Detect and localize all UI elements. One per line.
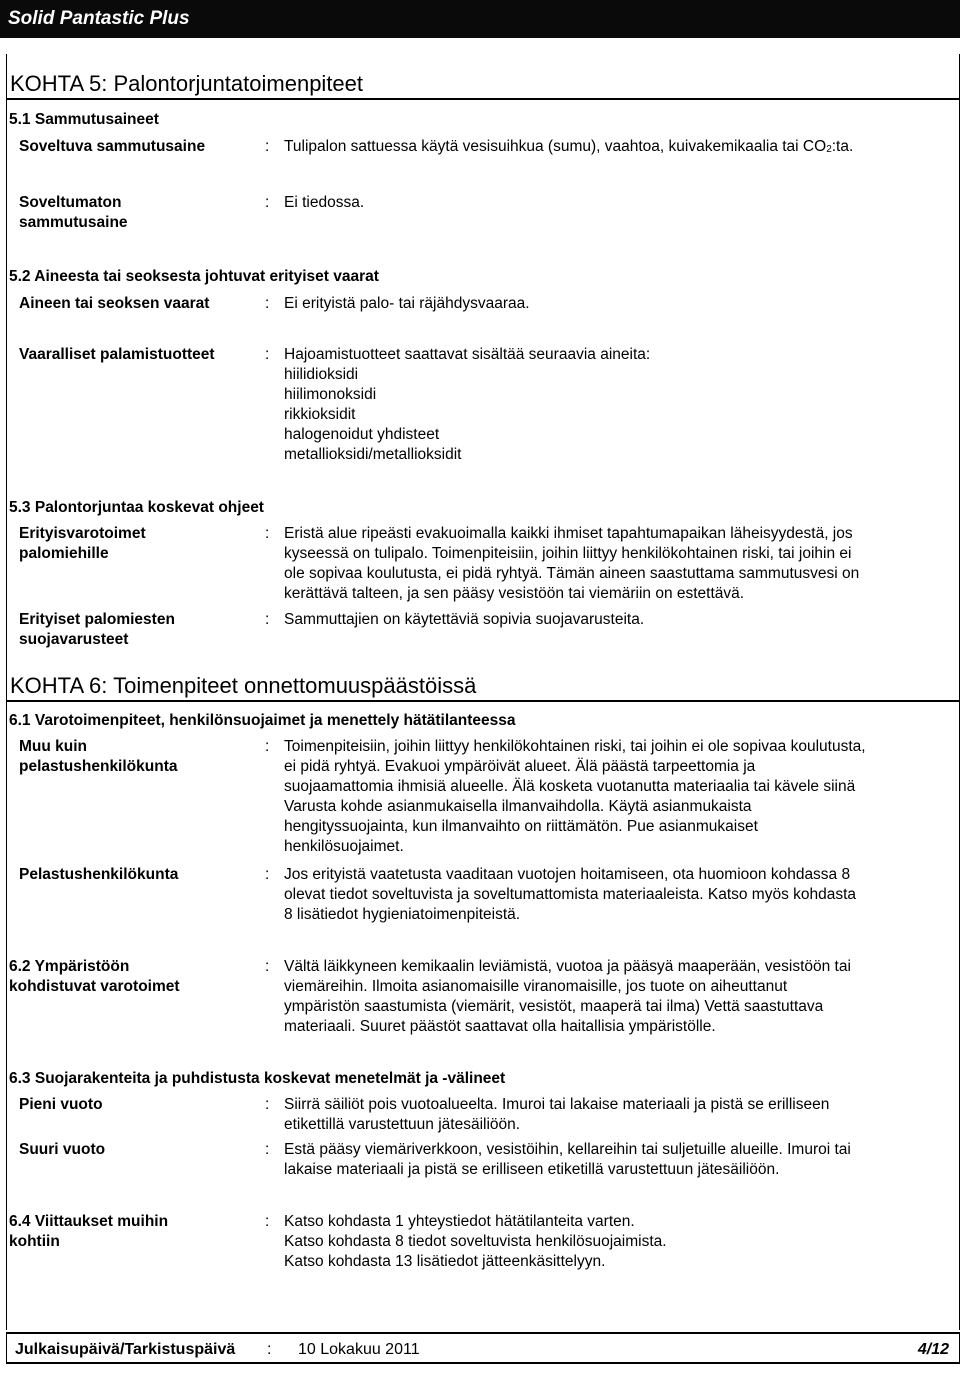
subsection-5-2-title: 5.2 Aineesta tai seoksesta johtuvat erityiset vaarat bbox=[9, 268, 379, 285]
combustion-products-label: Vaaralliset palamistuotteet bbox=[19, 346, 215, 363]
colon: : bbox=[265, 138, 270, 155]
references-value: Katso kohdasta 1 yhteystiedot hätätilanteita varten. Katso kohdasta 8 tiedot soveltuvista henkilösuojaimista. Katso kohdasta 13 lisätiedot jätteenkäsittelyyn. bbox=[284, 1213, 667, 1270]
colon: : bbox=[265, 866, 270, 883]
environmental-precautions-label: 6.2 Ympäristöön kohdistuvat varotoimet bbox=[9, 958, 180, 995]
firefighter-equipment-label: Erityiset palomiesten suojavarusteet bbox=[19, 611, 175, 648]
issue-date-value: 10 Lokakuu 2011 bbox=[298, 1341, 420, 1358]
suitable-media-value: Tulipalon sattuessa käytä vesisuihkua (sumu), vaahtoa, kuivakemikaalia tai CO2:ta. bbox=[284, 138, 854, 155]
colon: : bbox=[265, 958, 270, 975]
specific-hazards-value: Ei erityistä palo- tai räjähdysvaaraa. bbox=[284, 295, 530, 312]
references-label: 6.4 Viittaukset muihin kohtiin bbox=[9, 1213, 169, 1250]
large-spill-value: Estä pääsy viemäriverkkoon, vesistöihin, kellareihin tai suljetuille alueille. Imuroi tai lakaise materiaali ja pistä se erilliseen etiketillä varustettuun jätesäiliöön. bbox=[284, 1141, 851, 1178]
firefighter-precautions-label: Erityisvarotoimet palomiehille bbox=[19, 525, 146, 562]
small-spill-label: Pieni vuoto bbox=[19, 1096, 103, 1113]
subsection-5-3-title: 5.3 Palontorjuntaa koskevat ohjeet bbox=[9, 499, 264, 516]
section-5-title: KOHTA 5: Palontorjuntatoimenpiteet bbox=[6, 70, 960, 100]
colon: : bbox=[265, 525, 270, 542]
non-emergency-personnel-value: Toimenpiteisiin, joihin liittyy henkilökohtainen riski, tai joihin ei ole sopivaa koulutusta, ei pidä ryhtyä. Evakuoi ympäröivät alueet. Älä päästä tarpeettomia ja suojaamattomia ihmisiä alueelle. Älä kosketa vuotanutta materiaalia tai kävele siinä Varusta kohde asianmukaisella ilmanvaihdolla. Käytä asianmukaista hengityssuojainta, kun ilmanvaihto on riittämätön. Pue asianmukaiset henkilösuojaimet. bbox=[284, 738, 866, 855]
large-spill-label: Suuri vuoto bbox=[19, 1141, 106, 1158]
document-footer bbox=[6, 1332, 960, 1364]
colon: : bbox=[265, 611, 270, 628]
colon: : bbox=[265, 738, 270, 755]
environmental-precautions-value: Vältä läikkyneen kemikaalin leviämistä, vuotoa ja pääsyä maaperään, vesistöön tai viemäreihin. Ilmoita asianomaisille viranomaisille, jos tuote on aiheuttanut ympäristön saastumista (viemärit, vesistöt, maaperä tai ilma) Vettä saastuttava materiaali. Suuret päästöt saattavat olla haitallisia ympäristölle. bbox=[284, 958, 851, 1035]
colon: : bbox=[265, 346, 270, 363]
colon: : bbox=[267, 1341, 272, 1358]
subsection-6-3-title: 6.3 Suojarakenteita ja puhdistusta koskevat menetelmät ja -välineet bbox=[9, 1070, 506, 1087]
colon: : bbox=[265, 194, 270, 211]
combustion-products-value: Hajoamistuotteet saattavat sisältää seuraavia aineita: hiilidioksidi hiilimonoksidi rikkioksidit halogenoidut yhdisteet metallioksidi/metallioksidit bbox=[284, 346, 651, 463]
product-name: Solid Pantastic Plus bbox=[8, 8, 190, 29]
suitable-media-label: Soveltuva sammutusaine bbox=[19, 138, 206, 155]
small-spill-value: Siirrä säiliöt pois vuotoalueelta. Imuroi tai lakaise materiaali ja pistä se erilliseen etikettillä varustettuun jätesäiliöön. bbox=[284, 1096, 830, 1133]
subsection-5-1-title: 5.1 Sammutusaineet bbox=[9, 111, 159, 128]
firefighter-equipment-value: Sammuttajien on käytettäviä sopivia suojavarusteita. bbox=[284, 611, 645, 628]
firefighter-precautions-value: Eristä alue ripeästi evakuoimalla kaikki ihmiset tapahtumapaikan läheisyydestä, jos kyseessä on tulipalo. Toimenpiteisiin, joihin liittyy henkilökohtainen riski, tai joihin ei ole sopivaa koulutusta, ei pidä ryhtyä. Tämän aineen saastuttama sammutusvesi on kerättävä talteen, ja sen pääsy vesistöön tai viemäriin on estettävä. bbox=[284, 525, 860, 602]
section-6-title: KOHTA 6: Toimenpiteet onnettomuuspäästöissä bbox=[6, 672, 960, 702]
emergency-responders-label: Pelastushenkilökunta bbox=[19, 866, 179, 883]
colon: : bbox=[265, 1096, 270, 1113]
unsuitable-media-label: Soveltumaton sammutusaine bbox=[19, 194, 128, 231]
colon: : bbox=[265, 1213, 270, 1230]
non-emergency-personnel-label: Muu kuin pelastushenkilökunta bbox=[19, 738, 178, 775]
issue-date-label: Julkaisupäivä/Tarkistuspäivä bbox=[15, 1341, 236, 1358]
unsuitable-media-value: Ei tiedossa. bbox=[284, 194, 365, 211]
subsection-6-1-title: 6.1 Varotoimenpiteet, henkilönsuojaimet ja menettely hätätilanteessa bbox=[9, 712, 516, 729]
emergency-responders-value: Jos erityistä vaatetusta vaaditaan vuotojen hoitamiseen, ota huomioon kohdassa 8 olevat tiedot soveltuvista ja soveltumattomista materiaaleista. Katso myös kohdasta 8 lisätiedot hygieniatoimenpiteistä. bbox=[284, 866, 857, 923]
colon: : bbox=[265, 295, 270, 312]
page-number: 4/12 bbox=[917, 1341, 949, 1358]
specific-hazards-label: Aineen tai seoksen vaarat bbox=[19, 295, 210, 312]
colon: : bbox=[265, 1141, 270, 1158]
